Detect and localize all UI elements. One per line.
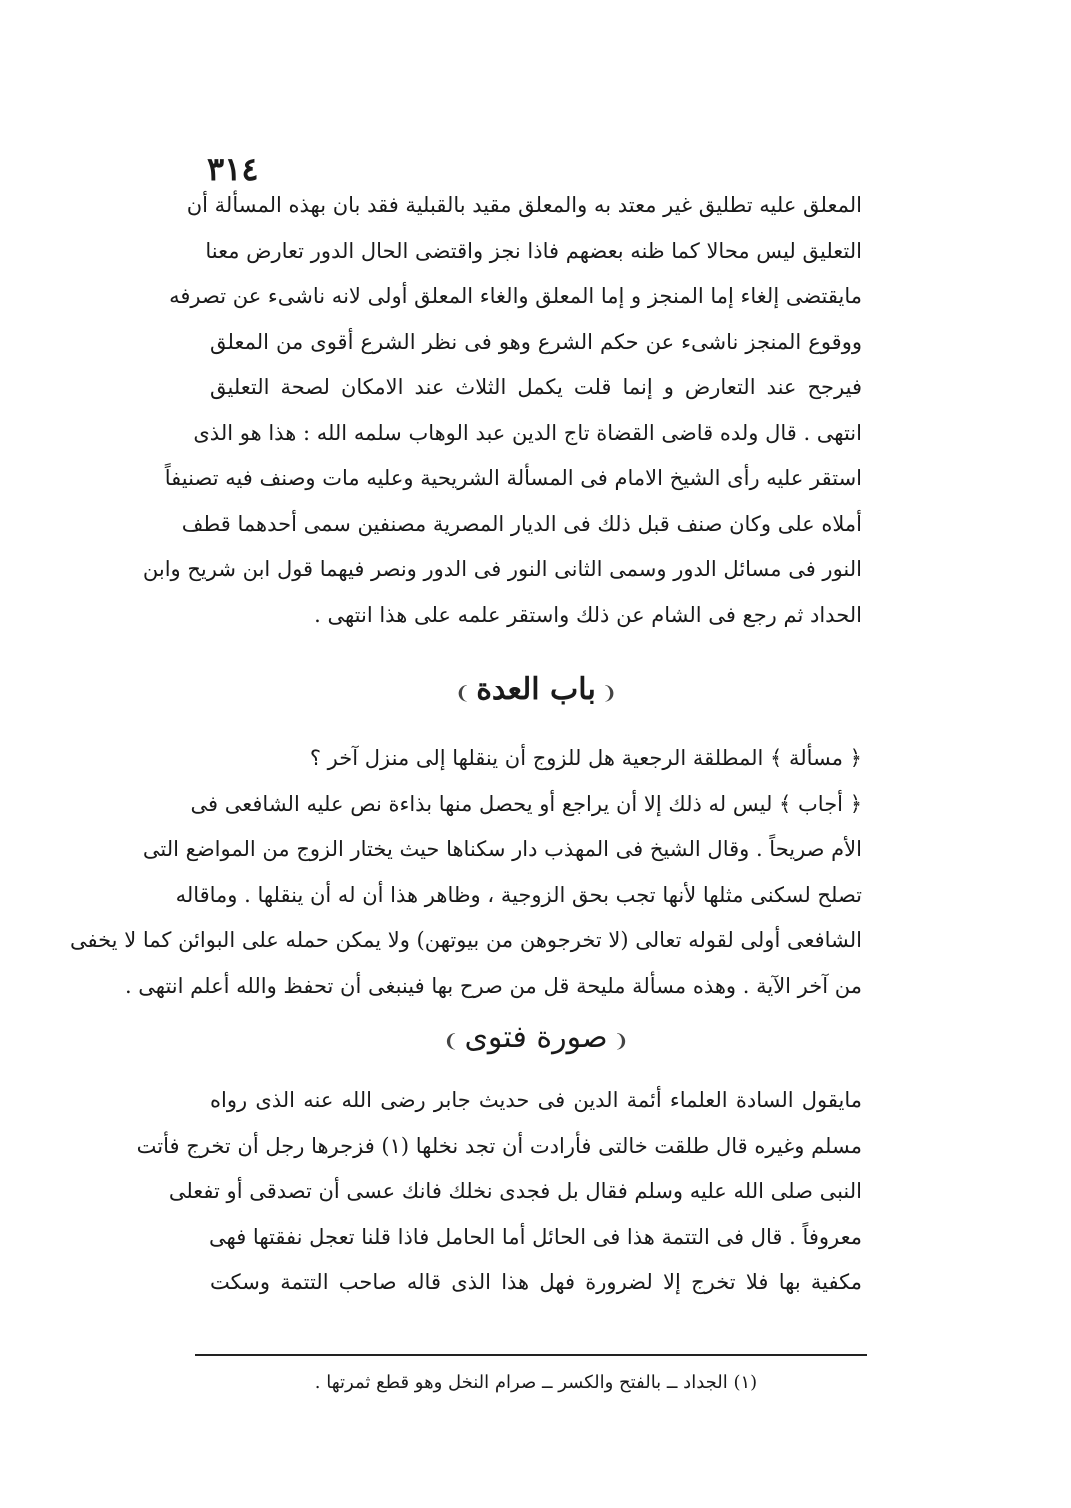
text-line: ووقوع المنجز ناشىء عن حكم الشرع وهو فى نظر الشرع أقوى من المعلق bbox=[210, 329, 862, 354]
text-line: المعلق عليه تطليق غير معتد به والمعلق مقيد بالقبلية فقد بان بهذه المسألة أن bbox=[186, 193, 862, 217]
text-line: مايقول السادة العلماء أئمة الدين فى حديث جابر رضى الله عنه الذى رواه bbox=[210, 1088, 862, 1112]
text-line: التعليق ليس محالا كما ظنه بعضهم فاذا نجز واقتضى الحال الدور تعارض معنا bbox=[205, 238, 862, 263]
text-line: تصلح لسكنى مثلها لأنها تجب بحق الزوجية ، وظاهر هذا أن له أن ينقلها . وماقاله bbox=[175, 882, 862, 907]
footnote-divider bbox=[195, 1354, 867, 1356]
text-line: من آخر الآية . وهذه مسألة مليحة قل من صرح بها فينبغى أن تحفظ والله أعلم انتهى . bbox=[124, 973, 862, 998]
ornament-icon: ❩ bbox=[443, 1031, 459, 1052]
heading-text: صورة فتوى bbox=[464, 1020, 608, 1055]
text-line: أملاه على وكان صنف قبل ذلك فى الديار المصرية مصنفين سمى أحدهما قطف bbox=[181, 511, 862, 536]
ornament-icon: ❨ bbox=[613, 1031, 629, 1052]
section-heading-idda bbox=[210, 672, 862, 707]
text-line: انتهى . قال ولده قاضى القضاة تاج الدين عبد الوهاب سلمه الله : هذا هو الذى bbox=[193, 420, 862, 445]
text-line: الحداد ثم رجع فى الشام عن ذلك واستقر علمه على هذا انتهى . bbox=[314, 602, 862, 627]
text-line: مسلم وغيره قال طلقت خالتى فأرادت أن تجد نخلها (١) فزجرها رجل أن تخرج فأتت bbox=[136, 1133, 862, 1158]
footnote: (١) الجداد ــ بالفتح والكسر ــ صرام النخل وهو قطع ثمرتها . bbox=[314, 1372, 758, 1393]
page-number: ٣١٤ bbox=[207, 150, 259, 188]
text-line: ﴿ أجاب ﴾ ليس له ذلك إلا أن يراجع أو يحصل منها بذاءة نص عليه الشافعى فى bbox=[190, 791, 862, 816]
text-line: فيرجح عند التعارض و إنما قلت يكمل الثلاث عند الامكان لصحة التعليق bbox=[210, 375, 862, 399]
ornament-icon: ❩ bbox=[455, 683, 471, 704]
text-line: الأم صريحاً . وقال الشيخ فى المهذب دار سكناها حيث يختار الزوج من المواضع التى bbox=[142, 837, 862, 861]
text-line: استقر عليه رأى الشيخ الامام فى المسألة الشريحية وعليه مات وصنف فيه تصنيفاً bbox=[164, 466, 862, 490]
text-line: معروفاً . قال فى التتمة هذا فى الحائل أما الحامل فاذا قلنا تعجل نفقتها فهى bbox=[209, 1224, 862, 1249]
text-line: مايقتضى إلغاء إما المنجز و إما المعلق والغاء المعلق أولى لانه ناشىء عن تصرفه bbox=[169, 284, 862, 308]
text-line: ﴿ مسألة ﴾ المطلقة الرجعية هل للزوج أن ينقلها إلى منزل آخر ؟ bbox=[309, 746, 862, 770]
text-line: النور فى مسائل الدور وسمى الثانى النور فى الدور ونصر فيهما قول ابن شريح وابن bbox=[142, 557, 862, 581]
ornament-icon: ❨ bbox=[601, 683, 617, 704]
paragraph-3 bbox=[136, 1078, 862, 1306]
paragraph-2 bbox=[70, 736, 862, 1009]
text-line: الشافعى أولى لقوله تعالى (لا تخرجوهن من بيوتهن) ولا يمكن حمله على البوائن كما لا يخفى bbox=[70, 928, 862, 952]
text-line: مكفية بها فلا تخرج إلا لضرورة فهل هذا الذى قاله صاحب التتمة وسكت bbox=[210, 1270, 862, 1294]
section-heading-fatwa bbox=[210, 1020, 862, 1055]
paragraph-1 bbox=[142, 183, 862, 638]
text-line: النبى صلى الله عليه وسلم فقال بل فجدى نخلك فانك عسى أن تصدقى أو تفعلى bbox=[168, 1179, 862, 1203]
heading-text: باب العدة bbox=[476, 672, 596, 707]
